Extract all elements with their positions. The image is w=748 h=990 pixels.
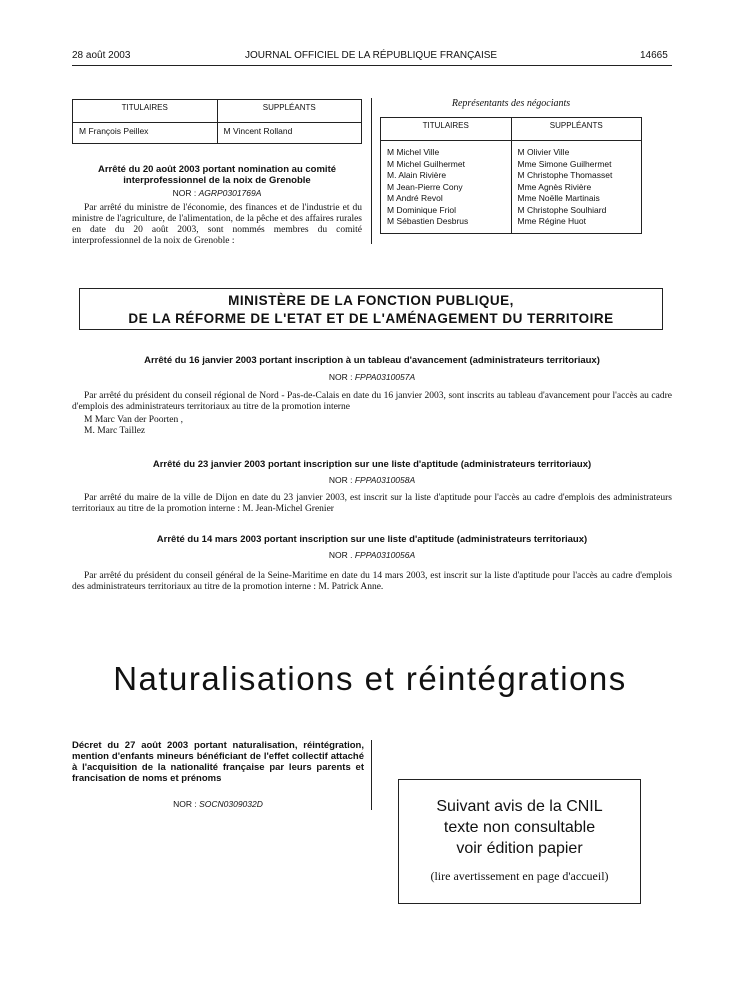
arrete-noix-title: Arrêté du 20 août 2003 portant nomination au comité interprofessionnel de la noix de Grenoble bbox=[97, 164, 337, 186]
ministry-banner bbox=[79, 288, 663, 330]
decret-nor bbox=[72, 799, 364, 809]
arrete-3-title: Arrêté du 14 mars 2003 portant inscription sur une liste d'aptitude (administrateurs territoriaux) bbox=[156, 534, 588, 545]
ministry-line-2: DE LA RÉFORME DE L'ETAT ET DE L'AMÉNAGEMENT DU TERRITOIRE bbox=[128, 311, 614, 326]
journal-title: JOURNAL OFFICIEL DE LA RÉPUBLIQUE FRANÇAISE bbox=[245, 50, 498, 61]
list-item: M Michel Ville bbox=[387, 147, 440, 157]
list-item: M Christophe Soulhiard bbox=[517, 204, 607, 215]
left-table-header-titulaires: TITULAIRES bbox=[73, 100, 218, 123]
list-item: Mme Agnès Rivière bbox=[517, 181, 592, 192]
arrete-noix-nor bbox=[72, 188, 362, 198]
list-item: M Dominique Friol bbox=[387, 204, 456, 215]
list-item: M. Marc Taillez bbox=[84, 426, 146, 436]
arrete-noix-body: Par arrêté du ministre de l'économie, des finances et de l'industrie et du ministre de l'agriculture, de l'alimentation, de la pêche et des affaires rurales en date du 20 août 2003, sont nommés membres du comité interprofessionnel de la noix de Grenoble : bbox=[72, 203, 362, 246]
right-table-header-suppleants: SUPPLÉANTS bbox=[511, 118, 642, 141]
list-item: M Jean-Pierre Cony bbox=[387, 181, 463, 192]
right-table-titulaires bbox=[381, 141, 512, 234]
page-number: 14665 bbox=[640, 50, 668, 61]
right-table-suppleants bbox=[511, 141, 642, 234]
nor-label: NOR : bbox=[328, 372, 353, 382]
left-table-titulaire: M François Peillex bbox=[73, 123, 218, 144]
arrete-1-nor bbox=[72, 372, 672, 382]
cnil-notice-box bbox=[398, 779, 641, 904]
header-date: 28 août 2003 bbox=[72, 50, 131, 61]
cnil-line-2: texte non consultable bbox=[443, 819, 596, 836]
cnil-line-3: voir édition papier bbox=[456, 840, 583, 857]
nor-label: NOR : bbox=[172, 188, 197, 198]
right-members-table bbox=[380, 117, 642, 234]
list-item: Mme Simone Guilhermet bbox=[517, 158, 612, 169]
nor-label: NOR : bbox=[173, 799, 197, 809]
arrete-3-nor bbox=[72, 550, 672, 560]
section-title: Naturalisations et réintégrations bbox=[113, 660, 627, 697]
list-item: M Sébastien Desbrus bbox=[387, 216, 469, 226]
list-item: M Michel Guilhermet bbox=[387, 158, 465, 169]
list-item: Mme Régine Huot bbox=[517, 216, 587, 226]
cnil-line-1: Suivant avis de la CNIL bbox=[436, 798, 603, 815]
arrete-2-title: Arrêté du 23 janvier 2003 portant inscription sur une liste d'aptitude (administrateurs territoriaux) bbox=[152, 459, 592, 470]
column-divider-bottom bbox=[371, 740, 372, 810]
nor-code: SOCN0309032D bbox=[199, 799, 263, 809]
list-item: M Christophe Thomasset bbox=[517, 170, 613, 180]
arrete-2-body: Par arrêté du maire de la ville de Dijon en date du 23 janvier 2003, est inscrit sur la liste d'aptitude pour l'accès au cadre d'emplois des administrateurs territoriaux au titre de la promotion interne : M. Jean-Michel Grenier bbox=[72, 493, 672, 514]
header-rule bbox=[72, 65, 672, 66]
arrete-1-body: Par arrêté du président du conseil régional de Nord - Pas-de-Calais en date du 16 janvier 2003, sont inscrits au tableau d'avancement pour l'accès au cadre d'emplois des administrateurs territoriaux au titre de la promotion interne bbox=[72, 391, 672, 412]
nor-code: FPPA0310057A bbox=[354, 372, 416, 382]
left-table-header-suppleants: SUPPLÉANTS bbox=[217, 100, 362, 123]
arrete-1-names bbox=[84, 415, 384, 437]
list-item: M André Revol bbox=[387, 193, 443, 203]
cnil-note: (lire avertissement en page d'accueil) bbox=[430, 869, 609, 883]
nor-code: FPPA0310058A bbox=[354, 475, 416, 485]
list-item: M. Alain Rivière bbox=[387, 170, 447, 180]
arrete-2-nor bbox=[72, 475, 672, 485]
right-table-heading: Représentants des négociants bbox=[451, 98, 571, 109]
arrete-3-body: Par arrêté du président du conseil général de la Seine-Maritime en date du 14 mars 2003, est inscrit sur la liste d'aptitude pour l'accès au cadre d'emplois des administrateurs territoriaux au titre de la promotion interne : M. Patrick Anne. bbox=[72, 571, 672, 592]
decret-title: Décret du 27 août 2003 portant naturalisation, réintégration, mention d'enfants mineurs bénéficiant de l'effet collectif attaché à l'acquisition de la nationalité française par leurs parents et francisation de noms et prénoms bbox=[72, 740, 364, 784]
nor-label: NOR . bbox=[328, 550, 353, 560]
nor-code: AGRP0301769A bbox=[198, 188, 262, 198]
arrete-1-title: Arrêté du 16 janvier 2003 portant inscription à un tableau d'avancement (administrateurs territoriaux) bbox=[144, 355, 600, 366]
nor-label: NOR : bbox=[328, 475, 353, 485]
list-item: M Marc Van der Poorten , bbox=[84, 415, 184, 425]
right-table-header-titulaires: TITULAIRES bbox=[381, 118, 512, 141]
ministry-line-1: MINISTÈRE DE LA FONCTION PUBLIQUE, bbox=[228, 293, 514, 308]
list-item: Mme Noëlle Martinais bbox=[517, 193, 600, 203]
column-divider bbox=[371, 98, 372, 244]
list-item: M Olivier Ville bbox=[517, 147, 570, 157]
left-table-suppleant: M Vincent Rolland bbox=[217, 123, 362, 144]
nor-code: FPPA0310056A bbox=[354, 550, 416, 560]
left-members-table bbox=[72, 99, 362, 144]
